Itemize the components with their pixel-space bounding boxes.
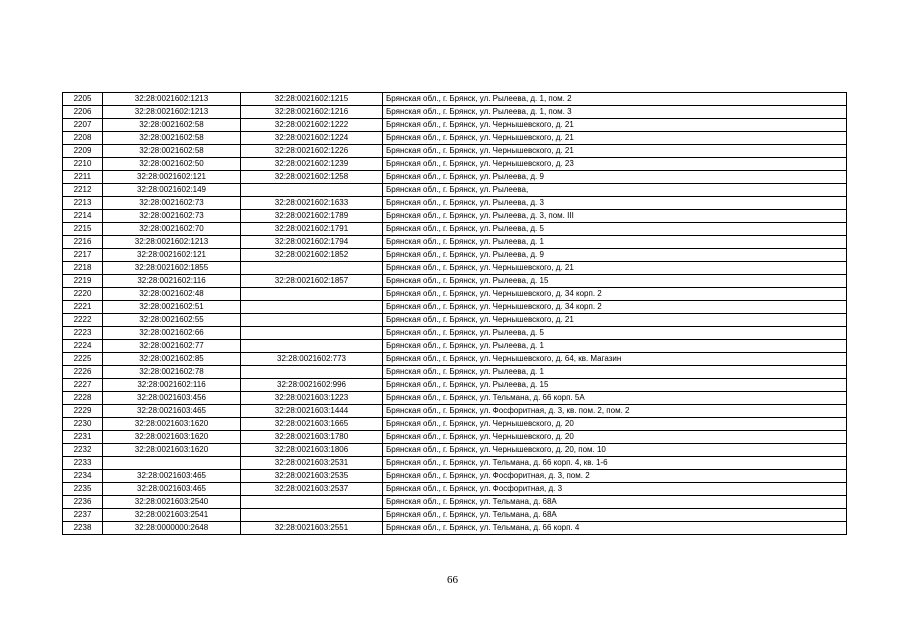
parcel-cadastral-number-cell: 32:28:0021602:1213 — [103, 93, 241, 106]
row-number-cell: 2236 — [63, 496, 103, 509]
row-number-cell: 2227 — [63, 379, 103, 392]
parcel-cadastral-number-cell: 32:28:0021602:66 — [103, 327, 241, 340]
address-cell: Брянская обл., г. Брянск, ул. Чернышевского, д. 20 — [383, 418, 847, 431]
address-cell: Брянская обл., г. Брянск, ул. Рылеева, д. 3, пом. III — [383, 210, 847, 223]
row-number-cell: 2226 — [63, 366, 103, 379]
parcel-cadastral-number-cell: 32:28:0021602:149 — [103, 184, 241, 197]
parcel-cadastral-number-cell: 32:28:0021602:121 — [103, 171, 241, 184]
object-cadastral-number-cell — [241, 314, 383, 327]
parcel-cadastral-number-cell: 32:28:0021603:465 — [103, 483, 241, 496]
address-cell: Брянская обл., г. Брянск, ул. Чернышевского, д. 21 — [383, 145, 847, 158]
page-number: 66 — [447, 574, 458, 586]
table-row — [63, 184, 847, 197]
address-cell: Брянская обл., г. Брянск, ул. Рылеева, д. 1 — [383, 340, 847, 353]
row-number-cell: 2217 — [63, 249, 103, 262]
row-number-cell: 2228 — [63, 392, 103, 405]
table-row — [63, 288, 847, 301]
row-number-cell: 2222 — [63, 314, 103, 327]
table-row — [63, 301, 847, 314]
table-row — [63, 340, 847, 353]
table-row — [63, 509, 847, 522]
object-cadastral-number-cell: 32:28:0021603:2537 — [241, 483, 383, 496]
table-row — [63, 314, 847, 327]
object-cadastral-number-cell: 32:28:0021602:1215 — [241, 93, 383, 106]
row-number-cell: 2223 — [63, 327, 103, 340]
address-cell: Брянская обл., г. Брянск, ул. Рылеева, д. 3 — [383, 197, 847, 210]
row-number-cell: 2218 — [63, 262, 103, 275]
row-number-cell: 2207 — [63, 119, 103, 132]
parcel-cadastral-number-cell: 32:28:0021603:1620 — [103, 431, 241, 444]
row-number-cell: 2205 — [63, 93, 103, 106]
row-number-cell: 2232 — [63, 444, 103, 457]
cadastral-table — [62, 92, 847, 535]
row-number-cell: 2230 — [63, 418, 103, 431]
object-cadastral-number-cell — [241, 509, 383, 522]
parcel-cadastral-number-cell: 32:28:0021602:1855 — [103, 262, 241, 275]
table-row — [63, 132, 847, 145]
object-cadastral-number-cell — [241, 327, 383, 340]
table-row — [63, 171, 847, 184]
table-row — [63, 119, 847, 132]
parcel-cadastral-number-cell: 32:28:0021602:73 — [103, 197, 241, 210]
object-cadastral-number-cell: 32:28:0021603:2551 — [241, 522, 383, 535]
table-row — [63, 93, 847, 106]
table-row — [63, 327, 847, 340]
parcel-cadastral-number-cell: 32:28:0021603:465 — [103, 405, 241, 418]
address-cell: Брянская обл., г. Брянск, ул. Чернышевского, д. 21 — [383, 314, 847, 327]
row-number-cell: 2231 — [63, 431, 103, 444]
address-cell: Брянская обл., г. Брянск, ул. Чернышевского, д. 34 корп. 2 — [383, 301, 847, 314]
address-cell: Брянская обл., г. Брянск, ул. Рылеева, д. 1, пом. 2 — [383, 93, 847, 106]
table-row — [63, 158, 847, 171]
table-row — [63, 444, 847, 457]
table-row — [63, 197, 847, 210]
object-cadastral-number-cell: 32:28:0021603:1806 — [241, 444, 383, 457]
row-number-cell: 2214 — [63, 210, 103, 223]
address-cell: Брянская обл., г. Брянск, ул. Рылеева, — [383, 184, 847, 197]
table-row — [63, 379, 847, 392]
address-cell: Брянская обл., г. Брянск, ул. Чернышевского, д. 20 — [383, 431, 847, 444]
address-cell: Брянская обл., г. Брянск, ул. Рылеева, д. 1, пом. 3 — [383, 106, 847, 119]
row-number-cell: 2206 — [63, 106, 103, 119]
address-cell: Брянская обл., г. Брянск, ул. Рылеева, д. 5 — [383, 327, 847, 340]
object-cadastral-number-cell: 32:28:0021603:1444 — [241, 405, 383, 418]
parcel-cadastral-number-cell: 32:28:0021602:73 — [103, 210, 241, 223]
object-cadastral-number-cell: 32:28:0021602:1222 — [241, 119, 383, 132]
table-row — [63, 210, 847, 223]
table-row — [63, 392, 847, 405]
row-number-cell: 2210 — [63, 158, 103, 171]
object-cadastral-number-cell: 32:28:0021602:996 — [241, 379, 383, 392]
parcel-cadastral-number-cell — [103, 457, 241, 470]
address-cell: Брянская обл., г. Брянск, ул. Чернышевского, д. 34 корп. 2 — [383, 288, 847, 301]
address-cell: Брянская обл., г. Брянск, ул. Тельмана, д. 66 корп. 5А — [383, 392, 847, 405]
object-cadastral-number-cell: 32:28:0021603:2531 — [241, 457, 383, 470]
row-number-cell: 2213 — [63, 197, 103, 210]
parcel-cadastral-number-cell: 32:28:0021602:58 — [103, 145, 241, 158]
row-number-cell: 2238 — [63, 522, 103, 535]
parcel-cadastral-number-cell: 32:28:0021603:456 — [103, 392, 241, 405]
address-cell: Брянская обл., г. Брянск, ул. Тельмана, д. 68А — [383, 496, 847, 509]
row-number-cell: 2221 — [63, 301, 103, 314]
object-cadastral-number-cell: 32:28:0021602:1791 — [241, 223, 383, 236]
parcel-cadastral-number-cell: 32:28:0021603:1620 — [103, 444, 241, 457]
parcel-cadastral-number-cell: 32:28:0021602:58 — [103, 119, 241, 132]
parcel-cadastral-number-cell: 32:28:0000000:2648 — [103, 522, 241, 535]
object-cadastral-number-cell: 32:28:0021602:1226 — [241, 145, 383, 158]
address-cell: Брянская обл., г. Брянск, ул. Рылеева, д. 1 — [383, 236, 847, 249]
row-number-cell: 2212 — [63, 184, 103, 197]
address-cell: Брянская обл., г. Брянск, ул. Рылеева, д. 9 — [383, 171, 847, 184]
object-cadastral-number-cell: 32:28:0021602:1239 — [241, 158, 383, 171]
object-cadastral-number-cell: 32:28:0021602:1789 — [241, 210, 383, 223]
parcel-cadastral-number-cell: 32:28:0021602:55 — [103, 314, 241, 327]
table-row — [63, 470, 847, 483]
table-row — [63, 275, 847, 288]
parcel-cadastral-number-cell: 32:28:0021603:2540 — [103, 496, 241, 509]
object-cadastral-number-cell: 32:28:0021602:1857 — [241, 275, 383, 288]
object-cadastral-number-cell: 32:28:0021603:1780 — [241, 431, 383, 444]
object-cadastral-number-cell: 32:28:0021602:1852 — [241, 249, 383, 262]
table-row — [63, 223, 847, 236]
parcel-cadastral-number-cell: 32:28:0021602:70 — [103, 223, 241, 236]
table-row — [63, 366, 847, 379]
table-row — [63, 418, 847, 431]
row-number-cell: 2234 — [63, 470, 103, 483]
object-cadastral-number-cell: 32:28:0021602:1794 — [241, 236, 383, 249]
table-row — [63, 483, 847, 496]
object-cadastral-number-cell: 32:28:0021603:1665 — [241, 418, 383, 431]
parcel-cadastral-number-cell: 32:28:0021602:51 — [103, 301, 241, 314]
parcel-cadastral-number-cell: 32:28:0021602:50 — [103, 158, 241, 171]
object-cadastral-number-cell — [241, 366, 383, 379]
row-number-cell: 2208 — [63, 132, 103, 145]
parcel-cadastral-number-cell: 32:28:0021602:1213 — [103, 236, 241, 249]
address-cell: Брянская обл., г. Брянск, ул. Рылеева, д. 5 — [383, 223, 847, 236]
table-row — [63, 145, 847, 158]
row-number-cell: 2211 — [63, 171, 103, 184]
row-number-cell: 2215 — [63, 223, 103, 236]
row-number-cell: 2216 — [63, 236, 103, 249]
address-cell: Брянская обл., г. Брянск, ул. Тельмана, д. 68А — [383, 509, 847, 522]
table-row — [63, 457, 847, 470]
parcel-cadastral-number-cell: 32:28:0021602:116 — [103, 275, 241, 288]
object-cadastral-number-cell — [241, 288, 383, 301]
object-cadastral-number-cell — [241, 262, 383, 275]
table-row — [63, 106, 847, 119]
parcel-cadastral-number-cell: 32:28:0021602:48 — [103, 288, 241, 301]
object-cadastral-number-cell — [241, 184, 383, 197]
parcel-cadastral-number-cell: 32:28:0021602:116 — [103, 379, 241, 392]
object-cadastral-number-cell: 32:28:0021602:773 — [241, 353, 383, 366]
address-cell: Брянская обл., г. Брянск, ул. Чернышевского, д. 20, пом. 10 — [383, 444, 847, 457]
address-cell: Брянская обл., г. Брянск, ул. Чернышевского, д. 21 — [383, 119, 847, 132]
parcel-cadastral-number-cell: 32:28:0021602:1213 — [103, 106, 241, 119]
object-cadastral-number-cell — [241, 496, 383, 509]
parcel-cadastral-number-cell: 32:28:0021602:85 — [103, 353, 241, 366]
table-row — [63, 431, 847, 444]
table-row — [63, 522, 847, 535]
row-number-cell: 2224 — [63, 340, 103, 353]
parcel-cadastral-number-cell: 32:28:0021602:77 — [103, 340, 241, 353]
parcel-cadastral-number-cell: 32:28:0021602:121 — [103, 249, 241, 262]
table-row — [63, 262, 847, 275]
table-row — [63, 496, 847, 509]
parcel-cadastral-number-cell: 32:28:0021602:78 — [103, 366, 241, 379]
row-number-cell: 2235 — [63, 483, 103, 496]
address-cell: Брянская обл., г. Брянск, ул. Фосфоритная, д. 3, кв. пом. 2, пом. 2 — [383, 405, 847, 418]
address-cell: Брянская обл., г. Брянск, ул. Фосфоритная, д. 3 — [383, 483, 847, 496]
address-cell: Брянская обл., г. Брянск, ул. Рылеева, д. 1 — [383, 366, 847, 379]
address-cell: Брянская обл., г. Брянск, ул. Рылеева, д. 15 — [383, 275, 847, 288]
object-cadastral-number-cell: 32:28:0021603:2535 — [241, 470, 383, 483]
address-cell: Брянская обл., г. Брянск, ул. Чернышевского, д. 23 — [383, 158, 847, 171]
object-cadastral-number-cell: 32:28:0021602:1216 — [241, 106, 383, 119]
address-cell: Брянская обл., г. Брянск, ул. Рылеева, д. 15 — [383, 379, 847, 392]
row-number-cell: 2219 — [63, 275, 103, 288]
object-cadastral-number-cell — [241, 301, 383, 314]
address-cell: Брянская обл., г. Брянск, ул. Рылеева, д. 9 — [383, 249, 847, 262]
row-number-cell: 2225 — [63, 353, 103, 366]
object-cadastral-number-cell: 32:28:0021602:1224 — [241, 132, 383, 145]
row-number-cell: 2229 — [63, 405, 103, 418]
parcel-cadastral-number-cell: 32:28:0021602:58 — [103, 132, 241, 145]
object-cadastral-number-cell: 32:28:0021602:1258 — [241, 171, 383, 184]
parcel-cadastral-number-cell: 32:28:0021603:465 — [103, 470, 241, 483]
address-cell: Брянская обл., г. Брянск, ул. Чернышевского, д. 64, кв. Магазин — [383, 353, 847, 366]
object-cadastral-number-cell: 32:28:0021603:1223 — [241, 392, 383, 405]
address-cell: Брянская обл., г. Брянск, ул. Чернышевского, д. 21 — [383, 262, 847, 275]
parcel-cadastral-number-cell: 32:28:0021603:1620 — [103, 418, 241, 431]
address-cell: Брянская обл., г. Брянск, ул. Тельмана, д. 66 корп. 4, кв. 1-6 — [383, 457, 847, 470]
table-row — [63, 405, 847, 418]
row-number-cell: 2220 — [63, 288, 103, 301]
row-number-cell: 2233 — [63, 457, 103, 470]
table-row — [63, 249, 847, 262]
row-number-cell: 2237 — [63, 509, 103, 522]
address-cell: Брянская обл., г. Брянск, ул. Фосфоритная, д. 3, пом. 2 — [383, 470, 847, 483]
row-number-cell: 2209 — [63, 145, 103, 158]
address-cell: Брянская обл., г. Брянск, ул. Чернышевского, д. 21 — [383, 132, 847, 145]
address-cell: Брянская обл., г. Брянск, ул. Тельмана, д. 66 корп. 4 — [383, 522, 847, 535]
object-cadastral-number-cell — [241, 340, 383, 353]
object-cadastral-number-cell: 32:28:0021602:1633 — [241, 197, 383, 210]
parcel-cadastral-number-cell: 32:28:0021603:2541 — [103, 509, 241, 522]
table-row — [63, 236, 847, 249]
table-body — [63, 93, 847, 535]
table-row — [63, 353, 847, 366]
